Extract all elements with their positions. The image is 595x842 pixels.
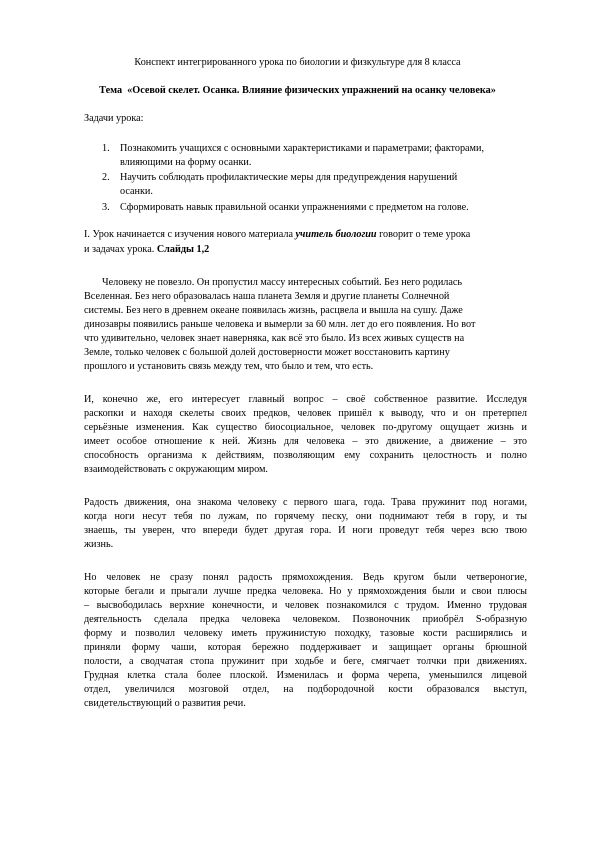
paragraph-line: серьёзные изменения. Как существо биосоциальное, человек по-другому ощущает жизнь и [84, 422, 527, 433]
task-number: 3. [102, 202, 110, 213]
topic-prefix: Тема [99, 85, 123, 96]
paragraph-line: имеет особое отношение к ней. Жизнь для человека – это движение, а движение – это [84, 436, 527, 447]
paragraph-line: что удивительно, человек знает наверняка, как всё это было. Из всех живых существ на [84, 333, 465, 344]
task-line: Сформировать навык правильной осанки упражнениями с предметом на голове. [120, 202, 469, 213]
paragraph-line: Человеку не повезло. Он пропустил массу интересных событий. Без него родилась [102, 277, 463, 288]
tasks-heading: Задачи урока: [84, 113, 144, 124]
paragraph-line: полости, а сводчатая стопа пружинит при ходьбе и беге, смягчает толчки при движениях. [84, 656, 527, 667]
paragraph-line: Грудная клетка стала более плоской. Изменилась и форма черепа, уменьшился лицевой [84, 670, 527, 681]
task-line: осанки. [120, 186, 153, 197]
paragraph-line: свидетельствующий о развития речи. [84, 698, 246, 709]
paragraph-line: взаимодействовать с окружающим миром. [84, 464, 268, 475]
task-line: влияющими на форму осанки. [120, 157, 252, 168]
lesson-topic [0, 84, 595, 98]
paragraph-line: которые бегали и прыгали лучше предка человека. Но у прямохождения были и свои плюсы [84, 586, 527, 597]
section-intro-line1 [84, 228, 470, 242]
paragraph-line: жизнь. [84, 539, 114, 550]
section-intro-teacher: учитель биологии [295, 229, 377, 240]
paragraph-line: – высвободилась верхние конечности, и человек познакомился с трудом. Именно трудовая [84, 600, 527, 611]
paragraph-line: приняли форму чаши, которая бережно поддерживает и защищает органы брюшной [84, 642, 527, 653]
paragraph-line: знаешь, ты уверен, что впереди будет другая гора. И ноги проведут тебя через всю твою [84, 525, 527, 536]
document-title: Конспект интегрированного урока по биологии и физкультуре для 8 класса [134, 57, 461, 68]
paragraph-line: Радость движения, она знакома человеку с первого шага, года. Трава пружинит под ногами, [84, 497, 527, 508]
paragraph-line: отдел, увеличился мозговой отдел, на подбородочной кости образовался выступ, [84, 684, 527, 695]
paragraph-line: раскопки и находя скелеты своих предков, человек пришёл к выводу, что и он претерпел [84, 408, 527, 419]
paragraph-line: прошлого и установить связь между тем, что было и тем, что есть. [84, 361, 374, 372]
paragraph-line: И, конечно же, его интересует главный вопрос – своё собственное развитие. Исследуя [84, 394, 527, 405]
paragraph-line: динозавры появились раньше человека и вымерли за 60 млн. лет до его появления. Но вот [84, 319, 476, 330]
task-line: Научить соблюдать профилактические меры для предупреждения нарушений [120, 172, 458, 183]
section-intro-text: говорит о теме урока [376, 229, 471, 240]
paragraph-line: когда ноги несут тебя по лужам, по горячему песку, они поднимают тебя в гору, и ты [84, 511, 527, 522]
slides-label: Слайды 1,2 [156, 244, 210, 255]
paragraph-line: Земле, только человек с большой долей достоверности может восстановить картину [84, 347, 450, 358]
task-number: 1. [102, 143, 110, 154]
section-intro-text: I. Урок начинается с изучения нового материала [84, 229, 296, 240]
paragraph-line: деятельность сделала предка человека человеком. Позвоночник приобрёл S-образную [84, 614, 527, 625]
task-number: 2. [102, 172, 110, 183]
paragraph-line: форму и позволил человеку иметь пружинистую походку, тазовые кости расширялись и [84, 628, 527, 639]
paragraph-line: Вселенная. Без него образовалась наша планета Земля и другие планеты Солнечной [84, 291, 450, 302]
section-intro-line2 [84, 243, 209, 257]
paragraph-line: способность организма к действиям, позволяющим ему сохранить целостность и полно [84, 450, 527, 461]
topic-text: «Осевой скелет. Осанка. Влияние физических упражнений на осанку человека» [127, 85, 496, 96]
task-line: Познакомить учащихся с основными характеристиками и параметрами; факторами, [120, 143, 485, 154]
paragraph-line: Но человек не сразу понял радость прямохождения. Ведь кругом были четвероногие, [84, 572, 527, 583]
section-intro-text: и задачах урока. [84, 244, 157, 255]
paragraph-line: системы. Без него в древнем океане появилась жизнь, расцвела и вышла на сушу. Даже [84, 305, 463, 316]
